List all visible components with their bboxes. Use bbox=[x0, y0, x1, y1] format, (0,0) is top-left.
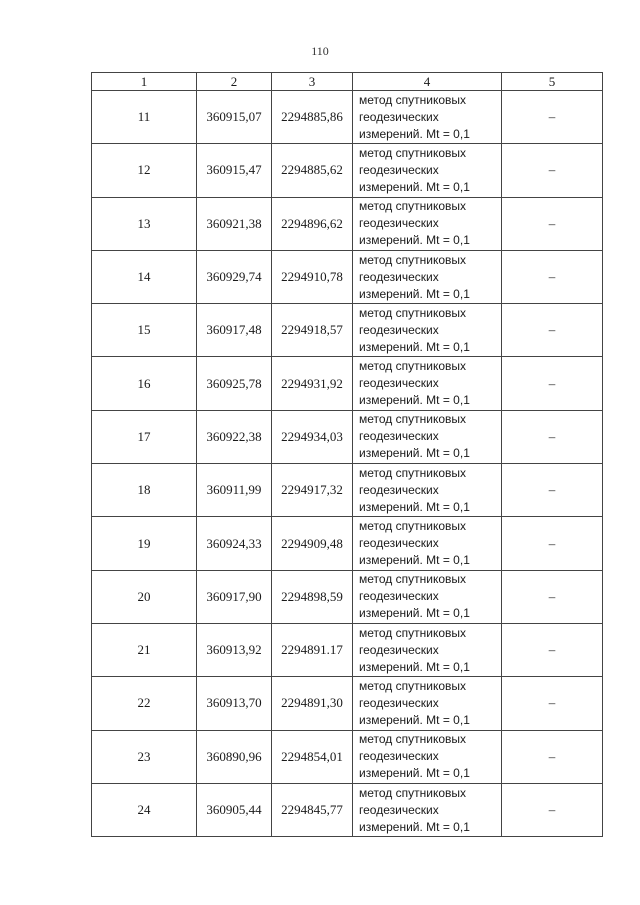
method-description-cell bbox=[353, 304, 502, 357]
column-header-1: 1 bbox=[92, 73, 197, 91]
note-cell: – bbox=[502, 91, 603, 144]
x-coordinate-cell: 360924,33 bbox=[197, 517, 272, 570]
method-description-line: измерений. Mt = 0,1 bbox=[359, 766, 470, 781]
method-description-line: измерений. Mt = 0,1 bbox=[359, 179, 470, 194]
table-row bbox=[92, 197, 603, 250]
note-cell: – bbox=[502, 144, 603, 197]
table-body bbox=[92, 91, 603, 837]
method-description-cell bbox=[353, 250, 502, 303]
method-description-line: геодезических bbox=[359, 269, 439, 284]
method-description-cell bbox=[353, 517, 502, 570]
x-coordinate-cell: 360913,92 bbox=[197, 623, 272, 676]
table-row bbox=[92, 410, 603, 463]
method-description-cell bbox=[353, 197, 502, 250]
point-number-cell: 16 bbox=[92, 357, 197, 410]
method-description-line: метод спутниковых bbox=[359, 678, 467, 693]
column-header-3: 3 bbox=[272, 73, 353, 91]
page-number: 110 bbox=[311, 44, 329, 58]
column-header-4: 4 bbox=[353, 73, 502, 91]
method-description-line: измерений. Mt = 0,1 bbox=[359, 659, 470, 674]
point-number-cell: 15 bbox=[92, 304, 197, 357]
method-description-line: измерений. Mt = 0,1 bbox=[359, 712, 470, 727]
table-row bbox=[92, 570, 603, 623]
point-number-cell: 22 bbox=[92, 677, 197, 730]
method-description-line: метод спутниковых bbox=[359, 92, 467, 107]
method-description-line: метод спутниковых bbox=[359, 519, 467, 534]
method-description-line: геодезических bbox=[359, 109, 439, 124]
x-coordinate-cell: 360922,38 bbox=[197, 410, 272, 463]
method-description-line: метод спутниковых bbox=[359, 785, 467, 800]
method-description-line: метод спутниковых bbox=[359, 465, 467, 480]
note-cell: – bbox=[502, 677, 603, 730]
y-coordinate-cell: 2294931,92 bbox=[272, 357, 353, 410]
note-cell: – bbox=[502, 304, 603, 357]
table-row bbox=[92, 144, 603, 197]
method-description-line: геодезических bbox=[359, 429, 439, 444]
method-description-cell bbox=[353, 730, 502, 783]
y-coordinate-cell: 2294918,57 bbox=[272, 304, 353, 357]
y-coordinate-cell: 2294910,78 bbox=[272, 250, 353, 303]
method-description-line: метод спутниковых bbox=[359, 145, 467, 160]
x-coordinate-cell: 360925,78 bbox=[197, 357, 272, 410]
method-description-line: метод спутниковых bbox=[359, 199, 467, 214]
method-description-line: измерений. Mt = 0,1 bbox=[359, 499, 470, 514]
method-description-line: геодезических bbox=[359, 802, 439, 817]
method-description-cell bbox=[353, 570, 502, 623]
method-description-cell bbox=[353, 623, 502, 676]
x-coordinate-cell: 360921,38 bbox=[197, 197, 272, 250]
method-description-cell bbox=[353, 464, 502, 517]
method-description-cell bbox=[353, 357, 502, 410]
method-description-line: геодезических bbox=[359, 695, 439, 710]
y-coordinate-cell: 2294934,03 bbox=[272, 410, 353, 463]
note-cell: – bbox=[502, 464, 603, 517]
method-description-line: метод спутниковых bbox=[359, 305, 467, 320]
method-description-line: геодезических bbox=[359, 749, 439, 764]
method-description-line: измерений. Mt = 0,1 bbox=[359, 553, 470, 568]
method-description-line: измерений. Mt = 0,1 bbox=[359, 606, 470, 621]
method-description-line: метод спутниковых bbox=[359, 359, 467, 374]
method-description-line: метод спутниковых bbox=[359, 732, 467, 747]
point-number-cell: 18 bbox=[92, 464, 197, 517]
method-description-line: геодезических bbox=[359, 322, 439, 337]
point-number-cell: 24 bbox=[92, 783, 197, 836]
table-row bbox=[92, 250, 603, 303]
note-cell: – bbox=[502, 783, 603, 836]
x-coordinate-cell: 360911,99 bbox=[197, 464, 272, 517]
note-cell: – bbox=[502, 197, 603, 250]
point-number-cell: 23 bbox=[92, 730, 197, 783]
x-coordinate-cell: 360913,70 bbox=[197, 677, 272, 730]
method-description-line: геодезических bbox=[359, 589, 439, 604]
point-number-cell: 14 bbox=[92, 250, 197, 303]
note-cell: – bbox=[502, 730, 603, 783]
point-number-cell: 12 bbox=[92, 144, 197, 197]
x-coordinate-cell: 360915,47 bbox=[197, 144, 272, 197]
table-row bbox=[92, 677, 603, 730]
coordinates-table bbox=[91, 72, 603, 837]
point-number-cell: 13 bbox=[92, 197, 197, 250]
method-description-line: геодезических bbox=[359, 376, 439, 391]
method-description-line: измерений. Mt = 0,1 bbox=[359, 339, 470, 354]
note-cell: – bbox=[502, 357, 603, 410]
method-description-line: измерений. Mt = 0,1 bbox=[359, 393, 470, 408]
point-number-cell: 20 bbox=[92, 570, 197, 623]
note-cell: – bbox=[502, 623, 603, 676]
y-coordinate-cell: 2294891,30 bbox=[272, 677, 353, 730]
method-description-line: измерений. Mt = 0,1 bbox=[359, 819, 470, 834]
method-description-line: метод спутниковых bbox=[359, 252, 467, 267]
y-coordinate-cell: 2294854,01 bbox=[272, 730, 353, 783]
point-number-cell: 19 bbox=[92, 517, 197, 570]
point-number-cell: 21 bbox=[92, 623, 197, 676]
table-row bbox=[92, 464, 603, 517]
x-coordinate-cell: 360890,96 bbox=[197, 730, 272, 783]
method-description-cell bbox=[353, 783, 502, 836]
table-row bbox=[92, 357, 603, 410]
note-cell: – bbox=[502, 570, 603, 623]
x-coordinate-cell: 360915,07 bbox=[197, 91, 272, 144]
x-coordinate-cell: 360929,74 bbox=[197, 250, 272, 303]
method-description-cell bbox=[353, 410, 502, 463]
method-description-line: измерений. Mt = 0,1 bbox=[359, 126, 470, 141]
column-header-2: 2 bbox=[197, 73, 272, 91]
y-coordinate-cell: 2294885,62 bbox=[272, 144, 353, 197]
table-row bbox=[92, 517, 603, 570]
y-coordinate-cell: 2294896,62 bbox=[272, 197, 353, 250]
point-number-cell: 11 bbox=[92, 91, 197, 144]
table-row bbox=[92, 304, 603, 357]
method-description-line: геодезических bbox=[359, 216, 439, 231]
table-header-row bbox=[92, 73, 603, 91]
y-coordinate-cell: 2294909,48 bbox=[272, 517, 353, 570]
x-coordinate-cell: 360917,90 bbox=[197, 570, 272, 623]
note-cell: – bbox=[502, 250, 603, 303]
note-cell: – bbox=[502, 517, 603, 570]
y-coordinate-cell: 2294898,59 bbox=[272, 570, 353, 623]
y-coordinate-cell: 2294885,86 bbox=[272, 91, 353, 144]
column-header-5: 5 bbox=[502, 73, 603, 91]
x-coordinate-cell: 360917,48 bbox=[197, 304, 272, 357]
method-description-cell bbox=[353, 91, 502, 144]
x-coordinate-cell: 360905,44 bbox=[197, 783, 272, 836]
method-description-line: измерений. Mt = 0,1 bbox=[359, 446, 470, 461]
table-row bbox=[92, 91, 603, 144]
method-description-line: метод спутниковых bbox=[359, 412, 467, 427]
y-coordinate-cell: 2294891.17 bbox=[272, 623, 353, 676]
method-description-line: геодезических bbox=[359, 642, 439, 657]
method-description-line: метод спутниковых bbox=[359, 572, 467, 587]
table-row bbox=[92, 730, 603, 783]
method-description-line: измерений. Mt = 0,1 bbox=[359, 233, 470, 248]
note-cell: – bbox=[502, 410, 603, 463]
method-description-cell bbox=[353, 677, 502, 730]
y-coordinate-cell: 2294917,32 bbox=[272, 464, 353, 517]
point-number-cell: 17 bbox=[92, 410, 197, 463]
method-description-cell bbox=[353, 144, 502, 197]
method-description-line: измерений. Mt = 0,1 bbox=[359, 286, 470, 301]
method-description-line: геодезических bbox=[359, 536, 439, 551]
method-description-line: геодезических bbox=[359, 162, 439, 177]
table-row bbox=[92, 623, 603, 676]
table-row bbox=[92, 783, 603, 836]
method-description-line: геодезических bbox=[359, 482, 439, 497]
y-coordinate-cell: 2294845,77 bbox=[272, 783, 353, 836]
method-description-line: метод спутниковых bbox=[359, 625, 467, 640]
